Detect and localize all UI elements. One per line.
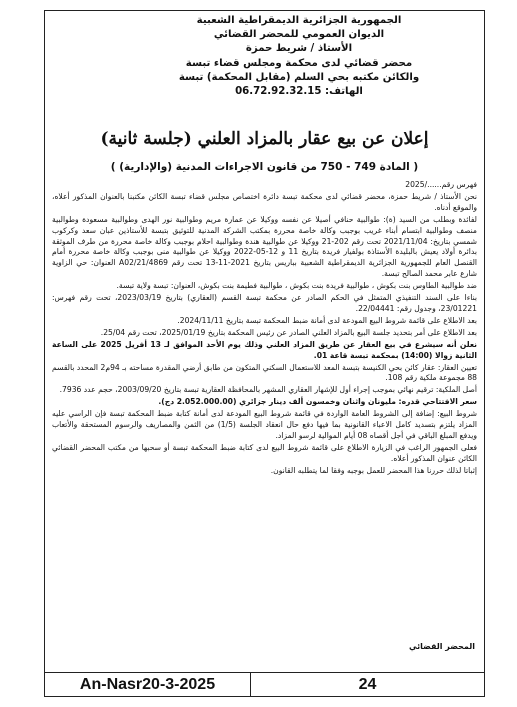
notice-body — [52, 180, 477, 478]
body-paragraph: نحن الأستاذ / شريط حمزة، محضر قضائي لدى محكمة تبسة دائرة اختصاص مجلس قضاء تبسة الكائن مكتبنا بالعنوان المذكور أعلاه، والموقع أدناه. — [52, 191, 477, 212]
sale-conditions: شروط البيع: إضافة إلى الشروط العامة الواردة في قائمة شروط البيع المودعة لدى أمانة كتابة ضبط المحكمة تبسة فإن الراسي عليه المزاد يلتزم بتسديد كامل الاعباء القانونية بما فيها دفع حال انعقاد الجلسة (1/5) من الثمن والمصاريف والرسوم المستحقة والأتعاب ويدفع المبلغ الباقي في أجل أقصاه 08 أيام الموالية لرسو المزاد. — [52, 409, 477, 440]
header-line: الجمهورية الجزائرية الديمقراطية الشعبية — [196, 15, 402, 26]
legal-notice-page — [44, 10, 485, 693]
header-line: الأستاذ / شريط حمزة — [245, 43, 353, 55]
page-number: 24 — [358, 675, 377, 693]
auction-date-paragraph: نعلن أنه سيشرع في بيع العقار عن طريق المزاد العلني وذلك يوم الأحد الموافق لـ 13 أفريل 2025 على الساعة الثانية زوالا (14:00) بمحكمة تبسة قاعة 01. — [52, 339, 477, 360]
page-footer — [44, 673, 485, 697]
body-paragraph: بعد الاطلاع على أمر بتحديد جلسة البيع بالمزاد العلني الصادر عن رئيس المحكمة بتاريخ 2025/01/19، تحت رقم 25/04. — [100, 327, 477, 337]
header-line: محضر قضائي لدى محكمة ومجلس قضاء تبسة — [185, 57, 413, 69]
header-line: والكائن مكتبه بحي السلم (مقابل المحكمة) تبسة — [178, 71, 420, 83]
publication-date: An-Nasr20-3-2025 — [45, 673, 251, 696]
reference-number: فهرس رقم....../2025 — [405, 180, 477, 189]
notice-title: إعلان عن بيع عقار بالمزاد العلني (جلسة ثانية) — [100, 129, 429, 149]
body-paragraph: فعلى الجمهور الراغب في الزيارة الاطلاع على قائمة شروط البيع لدى كتابة ضبط المحكمة تبسة أو سحبها من مكتب المحضر القضائي الكائن عنوان المذكور أعلاه. — [52, 442, 477, 463]
property-description: تعيين العقار: عقار كائن بحي الكنيسة بتبسة المعد للاستعمال السكني المتكون من طابق أرضي المقدرة مساحته بـ 94م2 المحدد بالقسم 88 مجموعة ملكية رقم 108. — [52, 362, 478, 383]
notice-subtitle: ( المادة 749 - 750 من قانون الاجراءات المدنية (والإدارية) ) — [110, 161, 419, 173]
body-paragraph: بعد الاطلاع على قائمة شروط البيع المودعة لدى أمانة ضبط المحكمة تبسة بتاريخ 2024/11/11. — [177, 315, 477, 325]
header-phone: الهاتف: 06.72.92.32.15 — [235, 86, 363, 98]
opening-price: سعر الافتتاحي قدره: مليونان واثنان وخمسون ألف دينار جزائري (2.052.000.00 دج). — [158, 397, 477, 407]
signature-label: المحضر القضائي — [408, 642, 475, 651]
header-line: الديوان العمومي للمحضر القضائي — [213, 29, 385, 41]
body-paragraph: بناءا على السند التنفيذي المتمثل في الحكم الصادر عن محكمة تبسة القسم (العقاري) بتاريخ 2023/03/19، تحت رقم فهرس: 23/01221، وجدول رقم: 22/04441. — [52, 293, 477, 313]
body-paragraph: إثباتا لذلك حررنا هذا المحضر للعمل بوجبه وفقا لما يتطلبه القانون. — [270, 465, 477, 475]
body-paragraph: ضد طوالبية الطاوس بنت بكوش ، طوالبية فريدة بنت بكوش ، طوالبية فطيمة بنت بكوش، العنوان: تبسة ولاية تبسة. — [116, 281, 477, 291]
notice-header — [119, 14, 479, 99]
ownership-origin: أصل الملكية: ترقيم نهائي بموجب إجراء أول للإشهار العقاري المشهر بالمحافظة العقارية تبسة بتاريخ 2003/09/20، حجم عدد 7936. — [59, 385, 477, 395]
body-paragraph: لفائدة وبطلب من السيد (ة): طوالبية حنافي أصيلا عن نفسه ووكيلا عن عمارة مريم وطوالبية نور الهدى وطوالبية مسعودة وطوالبية منصف وطوالبية ابتسام أبناء غريب بوجبب وكالة خاصة محررة بمكتب الشركة المدنية للتوثيق بتبسة للأستاذين عبان سعد وكركوب شمسي بتاريخ: 2021/11/04 تحت رقم 202-21 ووكيلا عن طوالبية هندة وطوالبية احلام بوجبب وكالة خاصة محررة من طرف الموثقة بدائرة أولاد يعيش بالبليدة الأستاذة بولفيار فريدة بتاريخ 11 و 12-05-2022 ووكيلا عن طوالبية منى بوجبب وكالة خاصة محررة أمام القنصل العام للجمهورية الجزائرية الديمقراطية الشعبية بباريس بتاريخ 2021-11-13 تحت رقم A02/21/4869 العنوان: حي الزاوية شارع عابر محمد الصالح تبسة. — [52, 214, 478, 279]
